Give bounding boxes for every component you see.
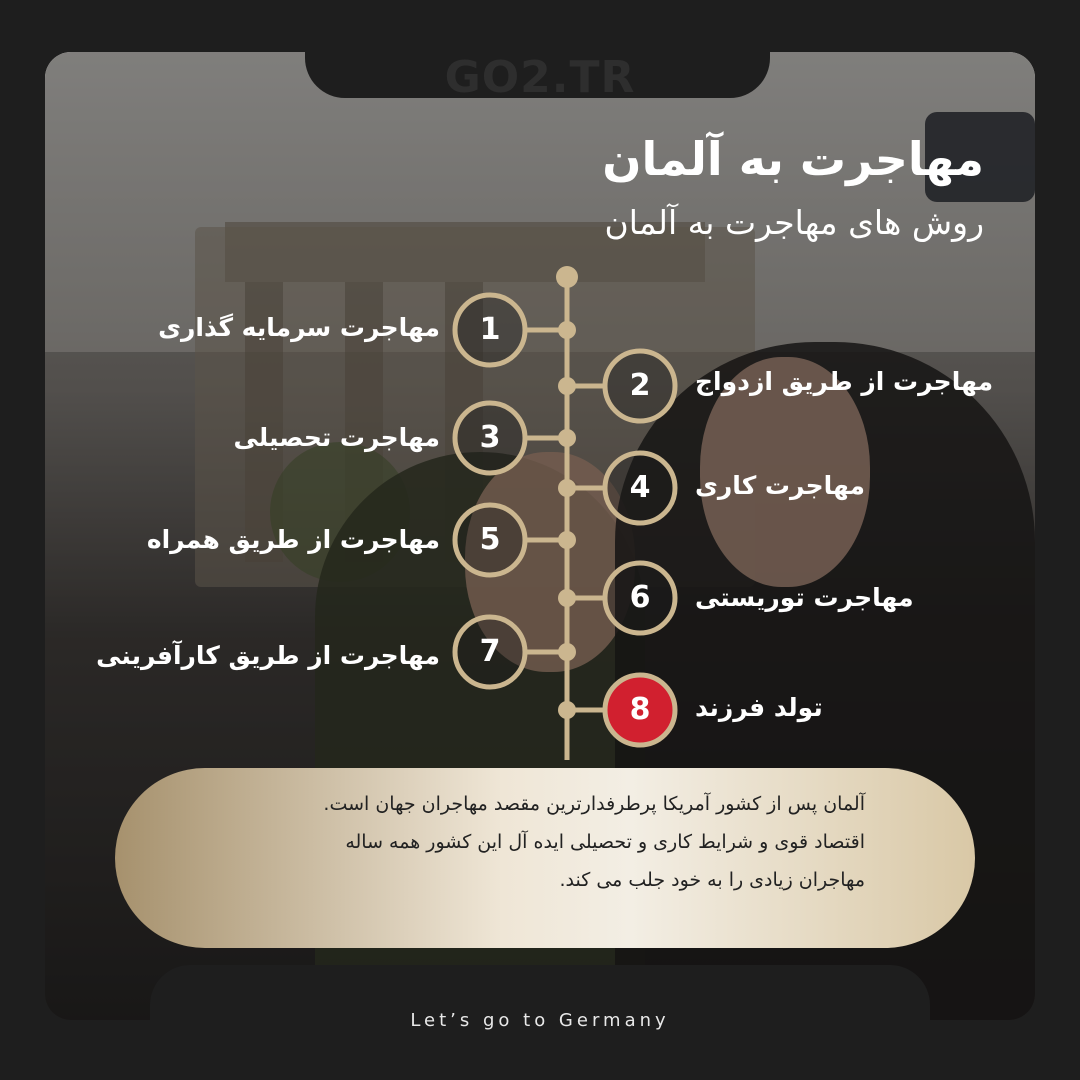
note-line-3: مهاجران زیادی را به خود جلب می کند. (559, 869, 865, 891)
method-label-1: مهاجرت سرمایه گذاری (158, 313, 440, 342)
step-number-3: 3 (479, 420, 501, 455)
method-label-6: مهاجرت توریستی (695, 583, 914, 612)
info-note-text (175, 785, 865, 899)
brand-logo: GO2.TR (444, 52, 636, 103)
timeline-dot (558, 589, 576, 607)
page-subtitle: روش های مهاجرت به آلمان (604, 203, 984, 242)
timeline-dot (558, 643, 576, 661)
step-number-2: 2 (629, 368, 651, 403)
method-label-7: مهاجرت از طریق کارآفرینی (96, 641, 440, 670)
timeline-dot (558, 701, 576, 719)
timeline-top-dot (556, 266, 578, 288)
step-number-1: 1 (479, 312, 501, 347)
method-label-8: تولد فرزند (695, 693, 823, 722)
step-number-7: 7 (479, 634, 501, 669)
note-line-1: آلمان پس از کشور آمریکا پرطرفدارترین مقصد مهاجران جهان است. (323, 793, 865, 815)
method-label-4: مهاجرت کاری (695, 471, 865, 500)
note-line-2: اقتصاد قوی و شرایط کاری و تحصیلی ایده آل این کشور همه ساله (345, 831, 865, 853)
step-number-4: 4 (629, 470, 651, 505)
step-number-8: 8 (629, 692, 651, 727)
method-label-3: مهاجرت تحصیلی (233, 423, 440, 452)
step-number-5: 5 (479, 522, 501, 557)
step-number-6: 6 (629, 580, 651, 615)
timeline-dot (558, 377, 576, 395)
method-label-2: مهاجرت از طریق ازدواج (695, 367, 994, 396)
timeline-dot (558, 479, 576, 497)
method-label-5: مهاجرت از طریق همراه (146, 525, 440, 554)
page-title: مهاجرت به آلمان (602, 132, 984, 186)
timeline-dot (558, 531, 576, 549)
timeline-dot (558, 429, 576, 447)
timeline-dot (558, 321, 576, 339)
slogan: Let’s go to Germany (410, 1010, 670, 1031)
